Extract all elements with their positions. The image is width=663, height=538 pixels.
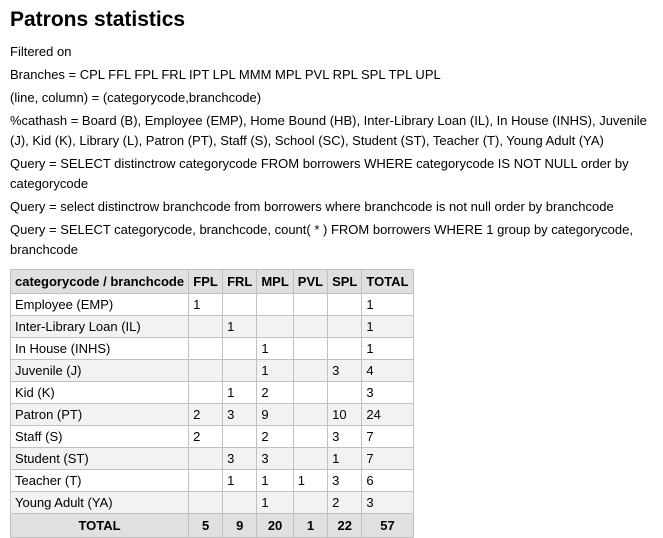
cell-value [189, 360, 223, 382]
cell-value [223, 426, 257, 448]
cell-value [223, 338, 257, 360]
cell-value: 3 [328, 360, 362, 382]
cell-value [328, 294, 362, 316]
row-label: Patron (PT) [11, 404, 189, 426]
cell-value [293, 426, 327, 448]
patrons-statistics-table [10, 269, 414, 538]
cell-value: 2 [189, 426, 223, 448]
table-row [11, 316, 414, 338]
cell-value [328, 338, 362, 360]
table-foot [11, 514, 414, 538]
cell-value: 24 [362, 404, 413, 426]
cell-value [223, 492, 257, 514]
cell-value [293, 448, 327, 470]
cell-value [189, 316, 223, 338]
cell-value: 1 [223, 316, 257, 338]
column-header-fpl: FPL [189, 270, 223, 294]
report-description [10, 42, 653, 260]
cell-value: 2 [257, 426, 293, 448]
cell-value: 1 [257, 492, 293, 514]
total-row [11, 514, 414, 538]
cell-value: 7 [362, 426, 413, 448]
cell-value: 1 [362, 338, 413, 360]
filter-line-5: Query = select distinctrow branchcode from borrowers where branchcode is not null order by branchcode [10, 199, 614, 215]
table-head [11, 270, 414, 294]
cell-value [293, 382, 327, 404]
corner-header: categorycode / branchcode [11, 270, 189, 294]
cell-value [189, 492, 223, 514]
row-label: Employee (EMP) [11, 294, 189, 316]
cell-value [293, 492, 327, 514]
cell-value: 4 [362, 360, 413, 382]
table-body [11, 294, 414, 514]
cell-value: 3 [328, 426, 362, 448]
cell-value: 2 [189, 404, 223, 426]
cell-value: 3 [362, 382, 413, 404]
cell-value [189, 448, 223, 470]
table-row [11, 360, 414, 382]
cell-value: 1 [257, 338, 293, 360]
row-label: Inter-Library Loan (IL) [11, 316, 189, 338]
cell-value: 6 [362, 470, 413, 492]
cell-value: 1 [223, 382, 257, 404]
cell-value: 7 [362, 448, 413, 470]
cell-value [223, 360, 257, 382]
cell-value: 2 [328, 492, 362, 514]
filtered-on-label: Filtered on [10, 44, 72, 60]
row-label: Juvenile (J) [11, 360, 189, 382]
column-header-frl: FRL [223, 270, 257, 294]
row-label: In House (INHS) [11, 338, 189, 360]
filter-line-1: Branches = CPL FFL FPL FRL IPT LPL MMM MPL PVL RPL SPL TPL UPL [10, 67, 441, 83]
table-row [11, 448, 414, 470]
cell-value: 9 [257, 404, 293, 426]
cell-value [189, 470, 223, 492]
cell-value: 10 [328, 404, 362, 426]
table-row [11, 338, 414, 360]
cell-value: 2 [257, 382, 293, 404]
column-header-pvl: PVL [293, 270, 327, 294]
cell-value [293, 338, 327, 360]
total-cell-value: 22 [328, 514, 362, 538]
total-cell-value: 1 [293, 514, 327, 538]
cell-value: 3 [328, 470, 362, 492]
cell-value: 1 [257, 360, 293, 382]
cell-value: 1 [257, 470, 293, 492]
cell-value [293, 360, 327, 382]
cell-value: 1 [293, 470, 327, 492]
cell-value: 1 [362, 294, 413, 316]
header-row [11, 270, 414, 294]
table-row [11, 492, 414, 514]
table-row [11, 382, 414, 404]
filter-line-3: %cathash = Board (B), Employee (EMP), Home Bound (HB), Inter-Library Loan (IL), In House (INHS), Juvenile (J), Kid (K), Library (L), Patron (PT), Staff (S), School (SC), Student (ST), Teacher (T), Young Adult (YA) [10, 113, 647, 149]
cell-value: 1 [189, 294, 223, 316]
table-row [11, 426, 414, 448]
table-row [11, 294, 414, 316]
filter-line-4: Query = SELECT distinctrow categorycode FROM borrowers WHERE categorycode IS NOT NULL order by categorycode [10, 156, 629, 192]
cell-value [189, 338, 223, 360]
cell-value: 1 [223, 470, 257, 492]
cell-value [257, 316, 293, 338]
row-label: Young Adult (YA) [11, 492, 189, 514]
table-row [11, 470, 414, 492]
cell-value [328, 382, 362, 404]
cell-value: 3 [362, 492, 413, 514]
cell-value [293, 404, 327, 426]
row-label: Teacher (T) [11, 470, 189, 492]
row-label: Student (ST) [11, 448, 189, 470]
cell-value: 1 [328, 448, 362, 470]
cell-value: 3 [223, 448, 257, 470]
total-cell-value: 5 [189, 514, 223, 538]
total-cell-value: 9 [223, 514, 257, 538]
cell-value: 1 [362, 316, 413, 338]
table-row [11, 404, 414, 426]
filter-line-6: Query = SELECT categorycode, branchcode, count( * ) FROM borrowers WHERE 1 group by categorycode, branchcode [10, 222, 633, 258]
cell-value [223, 294, 257, 316]
filter-line-2: (line, column) = (categorycode,branchcode) [10, 90, 262, 106]
cell-value [293, 316, 327, 338]
row-label: Kid (K) [11, 382, 189, 404]
cell-value [257, 294, 293, 316]
total-row-label: TOTAL [11, 514, 189, 538]
row-label: Staff (S) [11, 426, 189, 448]
column-header-total: TOTAL [362, 270, 413, 294]
column-header-mpl: MPL [257, 270, 293, 294]
cell-value [328, 316, 362, 338]
total-cell-value: 57 [362, 514, 413, 538]
page-title: Patrons statistics [10, 8, 186, 31]
cell-value: 3 [223, 404, 257, 426]
total-cell-value: 20 [257, 514, 293, 538]
cell-value: 3 [257, 448, 293, 470]
cell-value [189, 382, 223, 404]
cell-value [293, 294, 327, 316]
column-header-spl: SPL [328, 270, 362, 294]
